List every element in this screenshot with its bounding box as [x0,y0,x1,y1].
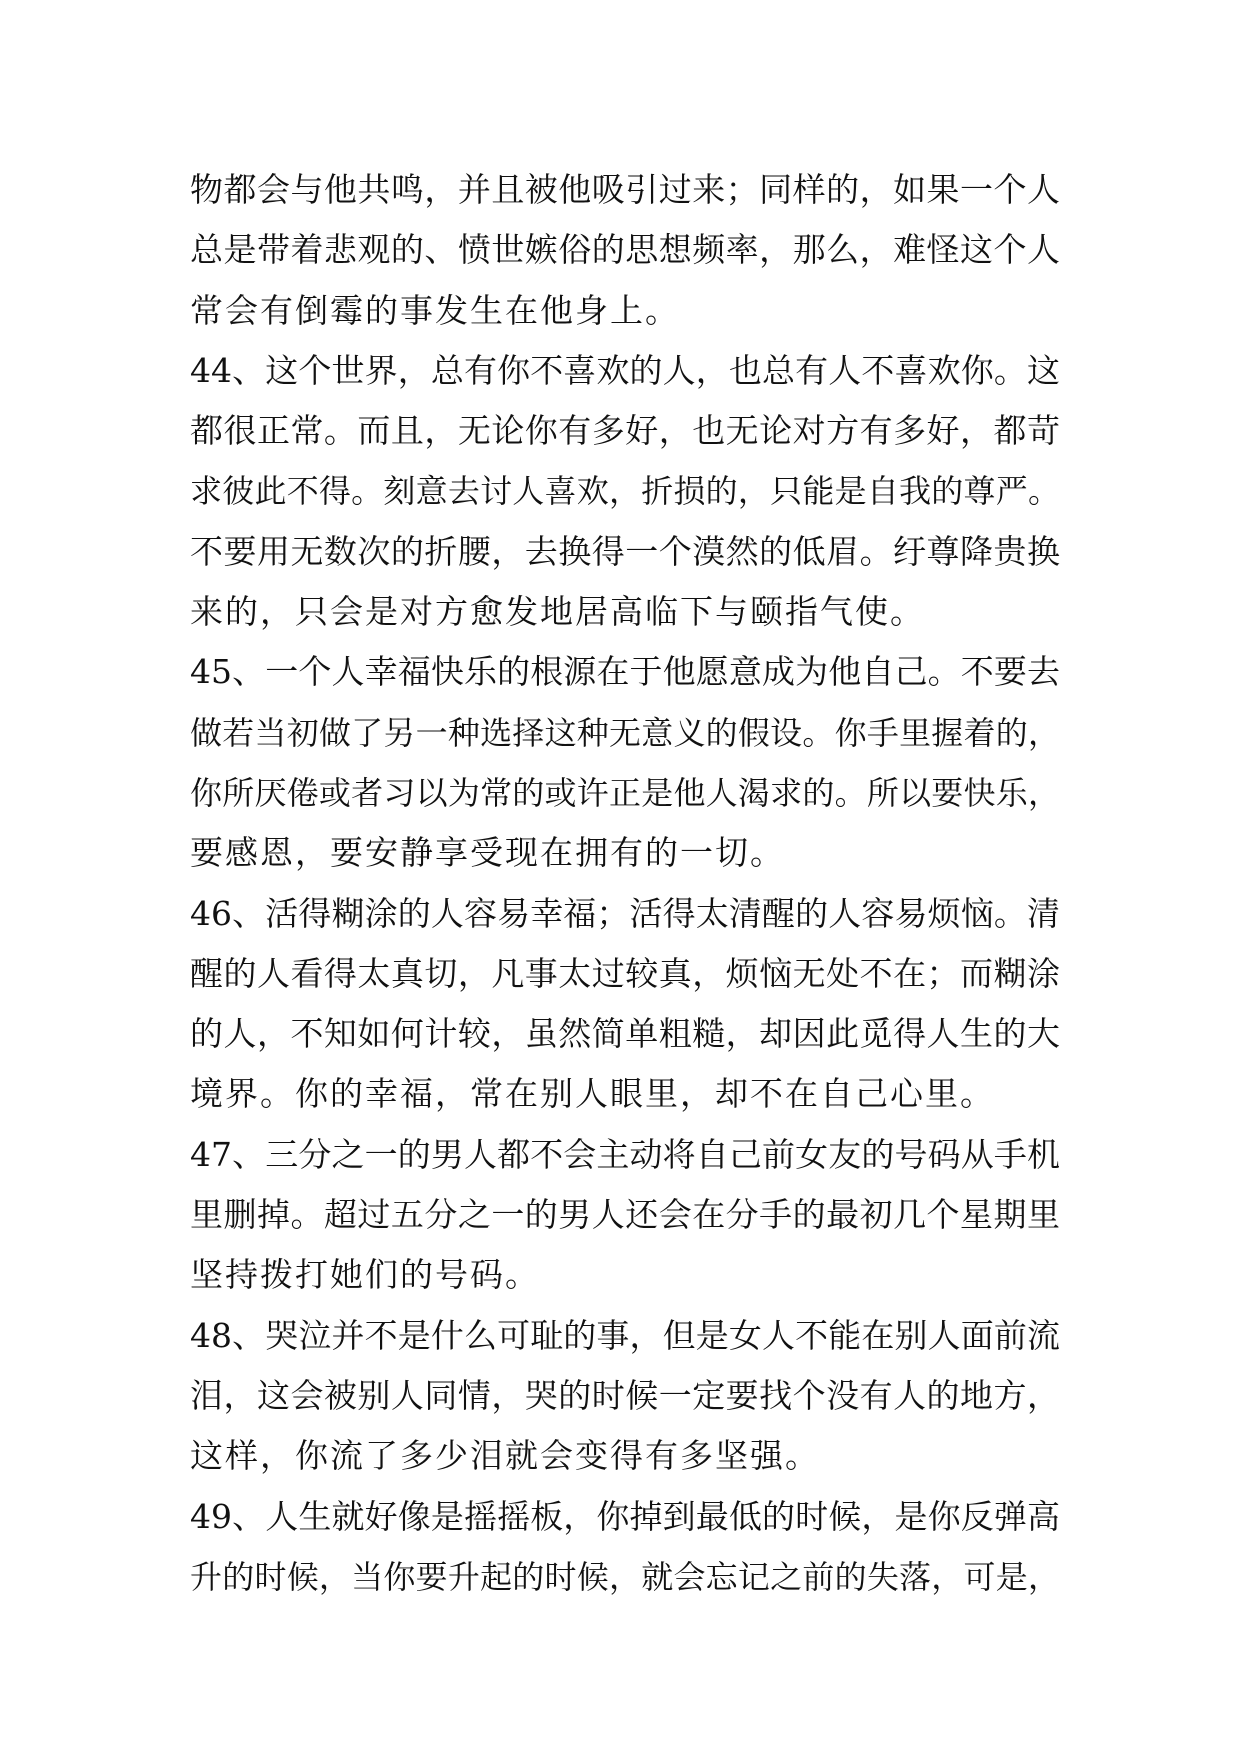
text-line: 升的时候，当你要升起的时候，就会忘记之前的失落，可是， [190,1557,1060,1596]
text-line: 坚持拨打她们的号码。 [190,1255,540,1295]
text-line: 境界。你的幸福，常在别人眼里，却不在自己心里。 [190,1074,995,1114]
text-line: 45、一个人幸福快乐的根源在于他愿意成为他自己。不要去 [190,652,1060,692]
text-line: 里删掉。超过五分之一的男人还会在分手的最初几个星期里 [190,1195,1060,1235]
text-line: 的人，不知如何计较，虽然简单粗糙，却因此觅得人生的大 [190,1014,1060,1054]
text-line: 来的，只会是对方愈发地居高临下与颐指气使。 [190,592,925,632]
text-line: 都很正常。而且，无论你有多好，也无论对方有多好，都苛 [190,411,1060,451]
text-line: 46、活得糊涂的人容易幸福；活得太清醒的人容易烦恼。清 [190,893,1060,933]
text-line: 做若当初做了另一种选择这种无意义的假设。你手里握着的， [190,713,1060,752]
text-line: 你所厌倦或者习以为常的或许正是他人渴求的。所以要快乐， [190,773,1060,812]
text-line: 常会有倒霉的事发生在他身上。 [190,290,680,330]
text-line: 不要用无数次的折腰，去换得一个漠然的低眉。纡尊降贵换 [190,531,1060,571]
text-line: 44、这个世界，总有你不喜欢的人，也总有人不喜欢你。这 [190,350,1060,390]
text-line: 这样，你流了多少泪就会变得有多坚强。 [190,1436,820,1476]
text-line: 泪，这会被别人同情，哭的时候一定要找个没有人的地方， [190,1375,1060,1415]
text-line: 物都会与他共鸣，并且被他吸引过来；同样的，如果一个人 [190,170,1060,209]
text-line: 48、哭泣并不是什么可耻的事，但是女人不能在别人面前流 [190,1315,1060,1355]
text-line: 49、人生就好像是摇摇板，你掉到最低的时候，是你反弹高 [190,1496,1060,1536]
text-line: 要感恩，要安静享受现在拥有的一切。 [190,833,785,873]
document-body [190,160,1060,1607]
text-line: 47、三分之一的男人都不会主动将自己前女友的号码从手机 [190,1134,1060,1174]
text-line: 总是带着悲观的、愤世嫉俗的思想频率，那么，难怪这个人 [190,230,1060,270]
text-line: 醒的人看得太真切，凡事太过较真，烦恼无处不在；而糊涂 [190,953,1060,993]
text-line: 求彼此不得。刻意去讨人喜欢，折损的，只能是自我的尊严。 [190,472,1060,511]
